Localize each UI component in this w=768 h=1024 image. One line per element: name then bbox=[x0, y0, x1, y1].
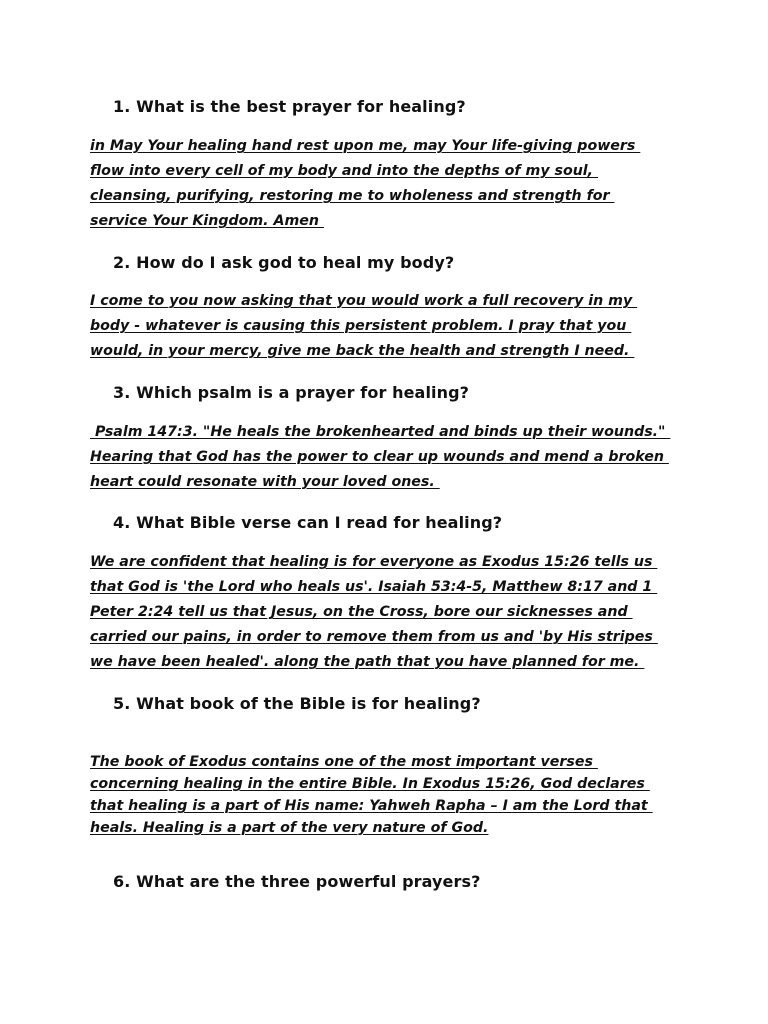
answer-line: I come to you now asking that you would work a full recovery in my bbox=[90, 293, 638, 309]
question-2: 2. How do I ask god to heal my body? bbox=[113, 253, 455, 272]
answer-2 bbox=[90, 289, 730, 364]
answer-4 bbox=[90, 550, 730, 675]
answer-line: heart could resonate with your loved ones. bbox=[90, 474, 440, 490]
answer-line: Hearing that God has the power to clear up wounds and mend a broken bbox=[90, 449, 669, 465]
answer-line: Peter 2:24 tell us that Jesus, on the Cross, bore our sicknesses and bbox=[90, 604, 633, 620]
answer-line: The book of Exodus contains one of the most important verses bbox=[90, 754, 598, 770]
answer-3 bbox=[90, 420, 730, 495]
answer-5 bbox=[90, 751, 730, 839]
answer-line: cleansing, purifying, restoring me to wholeness and strength for bbox=[90, 188, 615, 204]
answer-line: service Your Kingdom. Amen bbox=[90, 213, 324, 229]
question-5: 5. What book of the Bible is for healing? bbox=[113, 694, 481, 713]
answer-line: carried our pains, in order to remove them from us and 'by His stripes bbox=[90, 629, 658, 645]
answer-line: flow into every cell of my body and into the depths of my soul, bbox=[90, 163, 598, 179]
answer-line: we have been healed'. along the path that you have planned for me. bbox=[90, 654, 645, 670]
answer-line: that God is 'the Lord who heals us'. Isaiah 53:4-5, Matthew 8:17 and 1 bbox=[90, 579, 658, 595]
answer-line: We are confident that healing is for everyone as Exodus 15:26 tells us bbox=[90, 554, 658, 570]
answer-line: that healing is a part of His name: Yahweh Rapha – I am the Lord that bbox=[90, 798, 653, 814]
question-1: 1. What is the best prayer for healing? bbox=[113, 97, 466, 116]
question-4: 4. What Bible verse can I read for healing? bbox=[113, 513, 503, 532]
answer-line: concerning healing in the entire Bible. In Exodus 15:26, God declares bbox=[90, 776, 650, 792]
question-6: 6. What are the three powerful prayers? bbox=[113, 872, 481, 891]
answer-line: in May Your healing hand rest upon me, may Your life-giving powers bbox=[90, 138, 641, 154]
answer-line: Psalm 147:3. "He heals the brokenhearted and binds up their wounds." bbox=[90, 424, 671, 440]
answer-line: heals. Healing is a part of the very nature of God. bbox=[90, 820, 489, 836]
answer-1 bbox=[90, 134, 730, 234]
answer-line: would, in your mercy, give me back the health and strength I need. bbox=[90, 343, 635, 359]
question-3: 3. Which psalm is a prayer for healing? bbox=[113, 383, 470, 402]
answer-line: body - whatever is causing this persistent problem. I pray that you bbox=[90, 318, 632, 334]
